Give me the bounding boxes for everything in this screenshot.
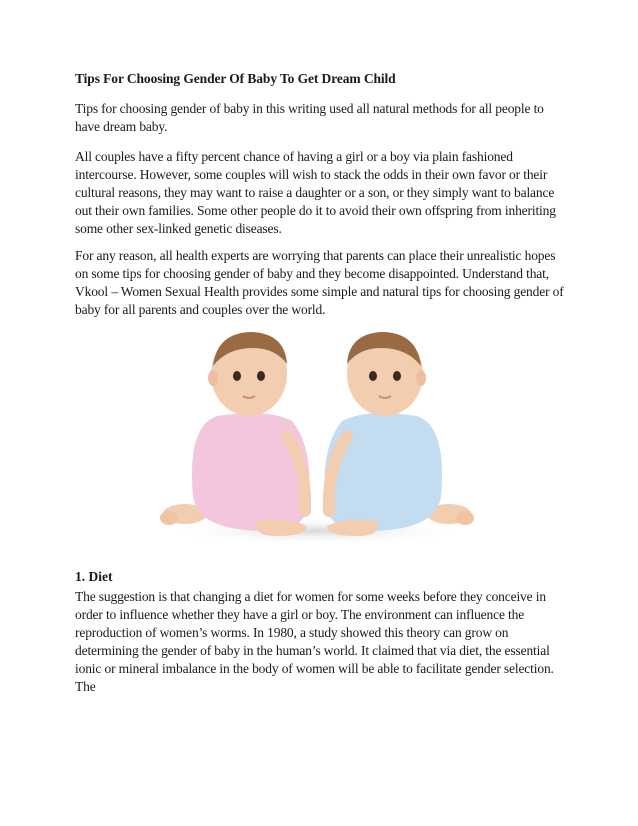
body-paragraph: For any reason, all health experts are worrying that parents can place their unrealistic hopes on some tips for choosing gender of baby and they become disappointed. Understand that, Vkool – Women Sexual Health provides some simple and natural tips for choosing gender of baby for all parents and couples over the world. bbox=[75, 248, 564, 317]
babies-photo bbox=[75, 328, 570, 558]
section-heading-diet: 1. Diet bbox=[75, 569, 113, 584]
intro-paragraph: Tips for choosing gender of baby in this writing used all natural methods for all people to have dream baby. bbox=[75, 101, 544, 134]
section-paragraph-diet: The suggestion is that changing a diet for women for some weeks before they conceive in order to influence whether they have a girl or boy. The environment can influence the reproduction of women’s worms. In 1980, a study showed this theory can grow on determining the gender of baby in the human’s world. It claimed that via diet, the essential ionic or mineral imbalance in the body of women will be able to facilitate gender selection. The bbox=[75, 589, 554, 694]
baby-boy-figure bbox=[324, 332, 474, 536]
body-paragraph: All couples have a fifty percent chance of having a girl or a boy via plain fashioned intercourse. However, some couples will wish to stack the odds in their own favor or their cultural reasons, they may want to raise a daughter or a son, or they simply want to balance out their own families. Some other people do it to avoid their own offspring from inheriting some other sex-linked genetic diseases. bbox=[75, 149, 556, 236]
baby-girl-figure bbox=[160, 332, 310, 536]
document-body bbox=[75, 70, 570, 705]
babies-illustration bbox=[157, 326, 477, 551]
document-title: Tips For Choosing Gender Of Baby To Get Dream Child bbox=[75, 71, 396, 86]
